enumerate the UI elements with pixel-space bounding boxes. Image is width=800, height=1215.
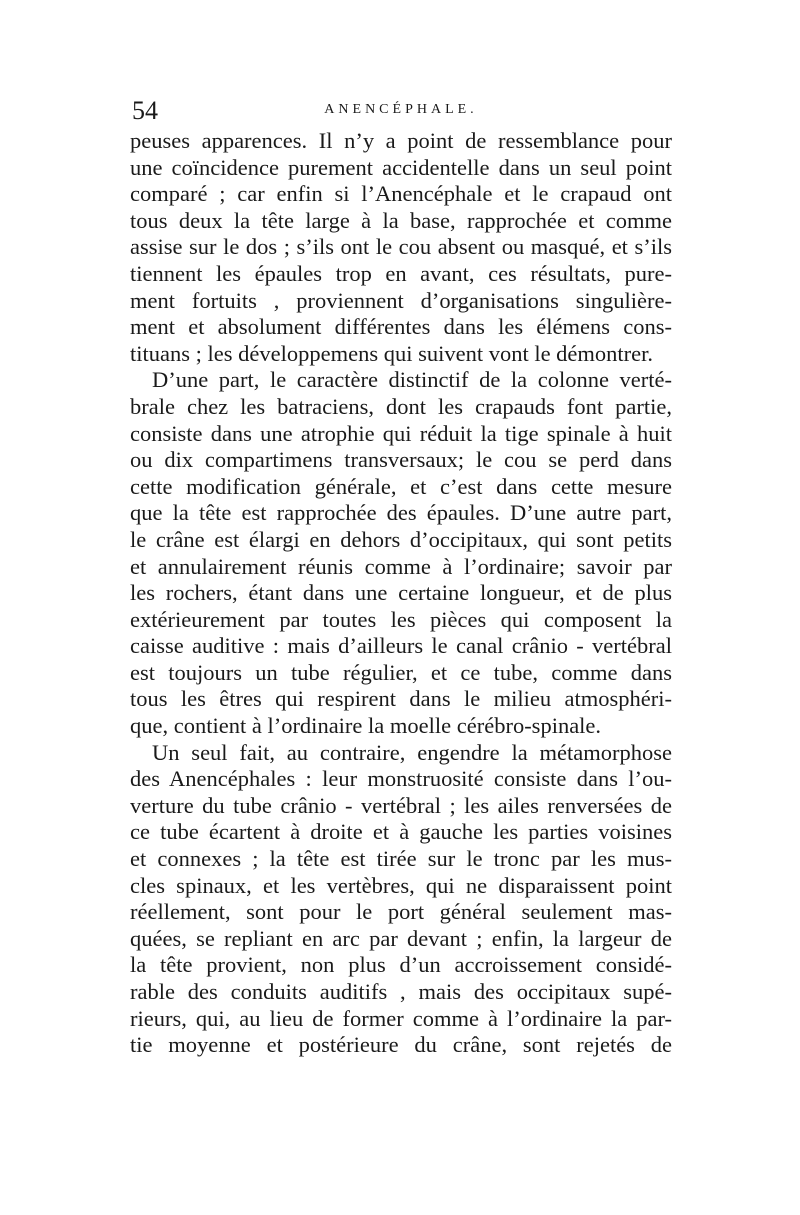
text-line: ment et absolument différentes dans les élémens cons- xyxy=(130,314,672,340)
text-line: extérieurement par toutes les pièces qui composent la xyxy=(130,606,672,632)
paragraph xyxy=(130,128,672,367)
body-text xyxy=(130,128,672,1059)
text-line: rieurs, qui, au lieu de former comme à l’ordinaire la par- xyxy=(130,1005,672,1031)
text-line: que la tête est rapprochée des épaules. D’une autre part, xyxy=(130,500,672,526)
text-line: le crâne est élargi en dehors d’occipitaux, qui sont petits xyxy=(130,526,672,552)
text-line: ou dix compartimens transversaux; le cou se perd dans xyxy=(130,447,672,473)
text-line: brale chez les batraciens, dont les crapauds font partie, xyxy=(130,393,672,419)
text-line: tituans ; les développemens qui suivent vont le démontrer. xyxy=(130,340,654,366)
paragraph xyxy=(130,740,672,1059)
text-line: ment fortuits , proviennent d’organisations singulière- xyxy=(130,287,672,313)
text-line: des Anencéphales : leur monstruosité consiste dans l’ou- xyxy=(130,766,672,792)
page-number: 54 xyxy=(132,96,158,125)
text-line: et annulairement réunis comme à l’ordinaire; savoir par xyxy=(130,553,672,579)
text-line: la tête provient, non plus d’un accroissement considé- xyxy=(130,952,672,978)
text-line: comparé ; car enfin si l’Anencéphale et le crapaud ont xyxy=(130,181,672,207)
text-line: que, contient à l’ordinaire la moelle cérébro-spinale. xyxy=(130,713,602,739)
text-line: réellement, sont pour le port général seulement mas- xyxy=(130,899,672,925)
text-line: cles spinaux, et les vertèbres, qui ne disparaissent point xyxy=(130,872,672,898)
running-head: ANENCÉPHALE. xyxy=(324,102,478,117)
text-line: une coïncidence purement accidentelle dans un seul point xyxy=(130,154,672,180)
text-line: D’une part, le caractère distinctif de la colonne verté- xyxy=(152,367,672,393)
text-line: consiste dans une atrophie qui réduit la tige spinale à huit xyxy=(130,420,672,446)
text-line: cette modification générale, et c’est dans cette mesure xyxy=(130,473,672,499)
text-line: tous les êtres qui respirent dans le milieu atmosphéri- xyxy=(130,686,672,712)
text-line: assise sur le dos ; s’ils ont le cou absent ou masqué, et s’ils xyxy=(130,234,672,260)
text-line: tiennent les épaules trop en avant, ces résultats, pure- xyxy=(130,260,672,286)
text-line: verture du tube crânio - vertébral ; les ailes renversées de xyxy=(130,792,672,818)
text-line: est toujours un tube régulier, et ce tube, comme dans xyxy=(130,659,672,685)
text-line: les rochers, étant dans une certaine longueur, et de plus xyxy=(130,580,672,606)
text-line: et connexes ; la tête est tirée sur le tronc par les mus- xyxy=(130,846,672,872)
text-line: quées, se repliant en arc par devant ; enfin, la largeur de xyxy=(130,925,672,951)
text-line: tie moyenne et postérieure du crâne, sont rejetés de xyxy=(130,1032,672,1058)
text-line: rable des conduits auditifs , mais des occipitaux supé- xyxy=(130,979,672,1004)
text-line: tous deux la tête large à la base, rapprochée et comme xyxy=(130,207,672,233)
text-line: Un seul fait, au contraire, engendre la métamorphose xyxy=(152,739,672,765)
text-line: ce tube écartent à droite et à gauche les parties voisines xyxy=(130,819,672,845)
text-line: peuses apparences. Il n’y a point de ressemblance pour xyxy=(130,128,672,153)
paragraph xyxy=(130,367,672,739)
text-line: caisse auditive : mais d’ailleurs le canal crânio - vertébral xyxy=(130,633,672,659)
